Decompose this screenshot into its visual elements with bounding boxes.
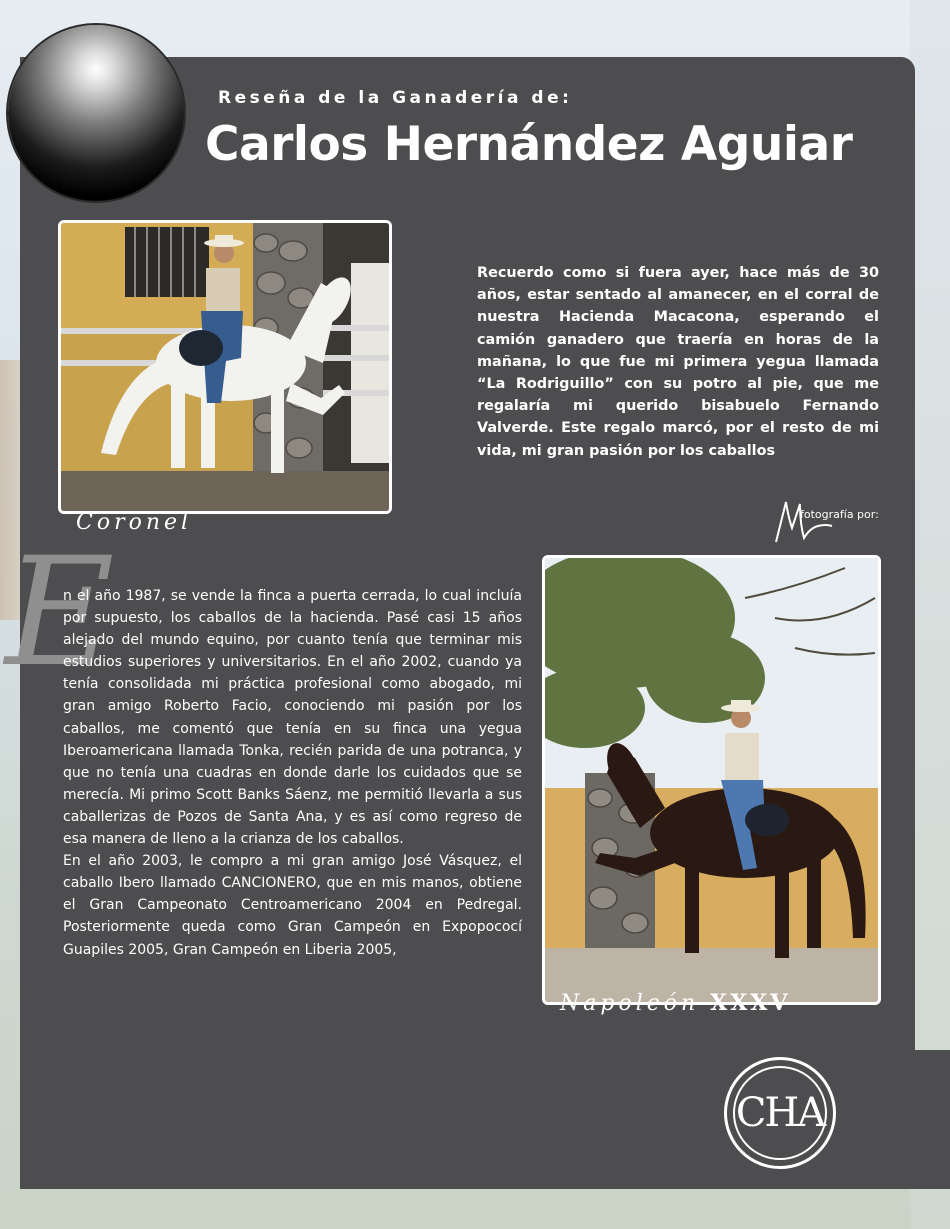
page-title: Carlos Hernández Aguiar [205,117,853,172]
cha-logo [724,1057,836,1169]
body-text [63,585,522,961]
photo-caption-coronel: Coronel [76,510,193,535]
decorative-sphere [8,25,184,201]
background-scenery-right [910,0,950,1229]
intro-paragraph: Recuerdo como si fuera ayer, hace más de 30 años, estar sentado al amanecer, en el corral de nuestra Hacienda Macacona, esperando el camión ganadero que traería en horas de la mañana, lo que fue mi primera yegua llamada “La Rodriguillo” con su potro al pie, que me regalaría mi querido bisabuelo Fernando Valverde. Este regalo marcó, por el resto de mi vida, mi gran pasión por los caballos [477,265,879,459]
photo-napoleon [542,555,881,1005]
photographer-signature-icon [770,498,840,546]
photo-credit [770,498,890,546]
cha-logo-text: CHA [735,1090,825,1136]
photo-coronel [58,220,392,514]
photo-credit-label: fotografía por: [800,508,879,521]
drop-cap: E [5,526,115,700]
body-paragraph-2: En el año 2003, le compro a mi gran amigo José Vásquez, el caballo Ibero llamado CANCIONERO, que en mis manos, obtiene el Gran Campeonato Centroamericano 2004 en Pedregal. Posteriormente queda como Gran Campeón en Expopococí Guapiles 2005, Gran Campeón en Liberia 2005, [63,853,522,958]
cha-logo-inner-ring [733,1066,827,1160]
page-subtitle: Reseña de la Ganadería de: [218,88,573,108]
body-paragraph-1: n el año 1987, se vende la finca a puerta cerrada, lo cual incluía por supuesto, los caballos de la hacienda. Pasé casi 15 años alejado del mundo equino, por cuanto tenía que terminar mis estudios superiores y universitarios. En el año 2002, cuando ya tenía consolidada mi práctica profesional como abogado, mi gran amigo Roberto Facio, conociendo mi pasión por los caballos, me comentó que tenía en su finca una yegua Iberoamericana llamada Tonka, recién parida de una potranca, y que no tenía una cuadras en donde darle los cuidados que se merecía. Mi primo Scott Banks Sáenz, me permitió llevarla a sus caballerizas de Pozos de Santa Ana, y es así como regreso de esa manera de lleno a la crianza de los caballos. [63,588,522,848]
photo-caption-napoleon: Napoleón XXXV [560,990,791,1016]
